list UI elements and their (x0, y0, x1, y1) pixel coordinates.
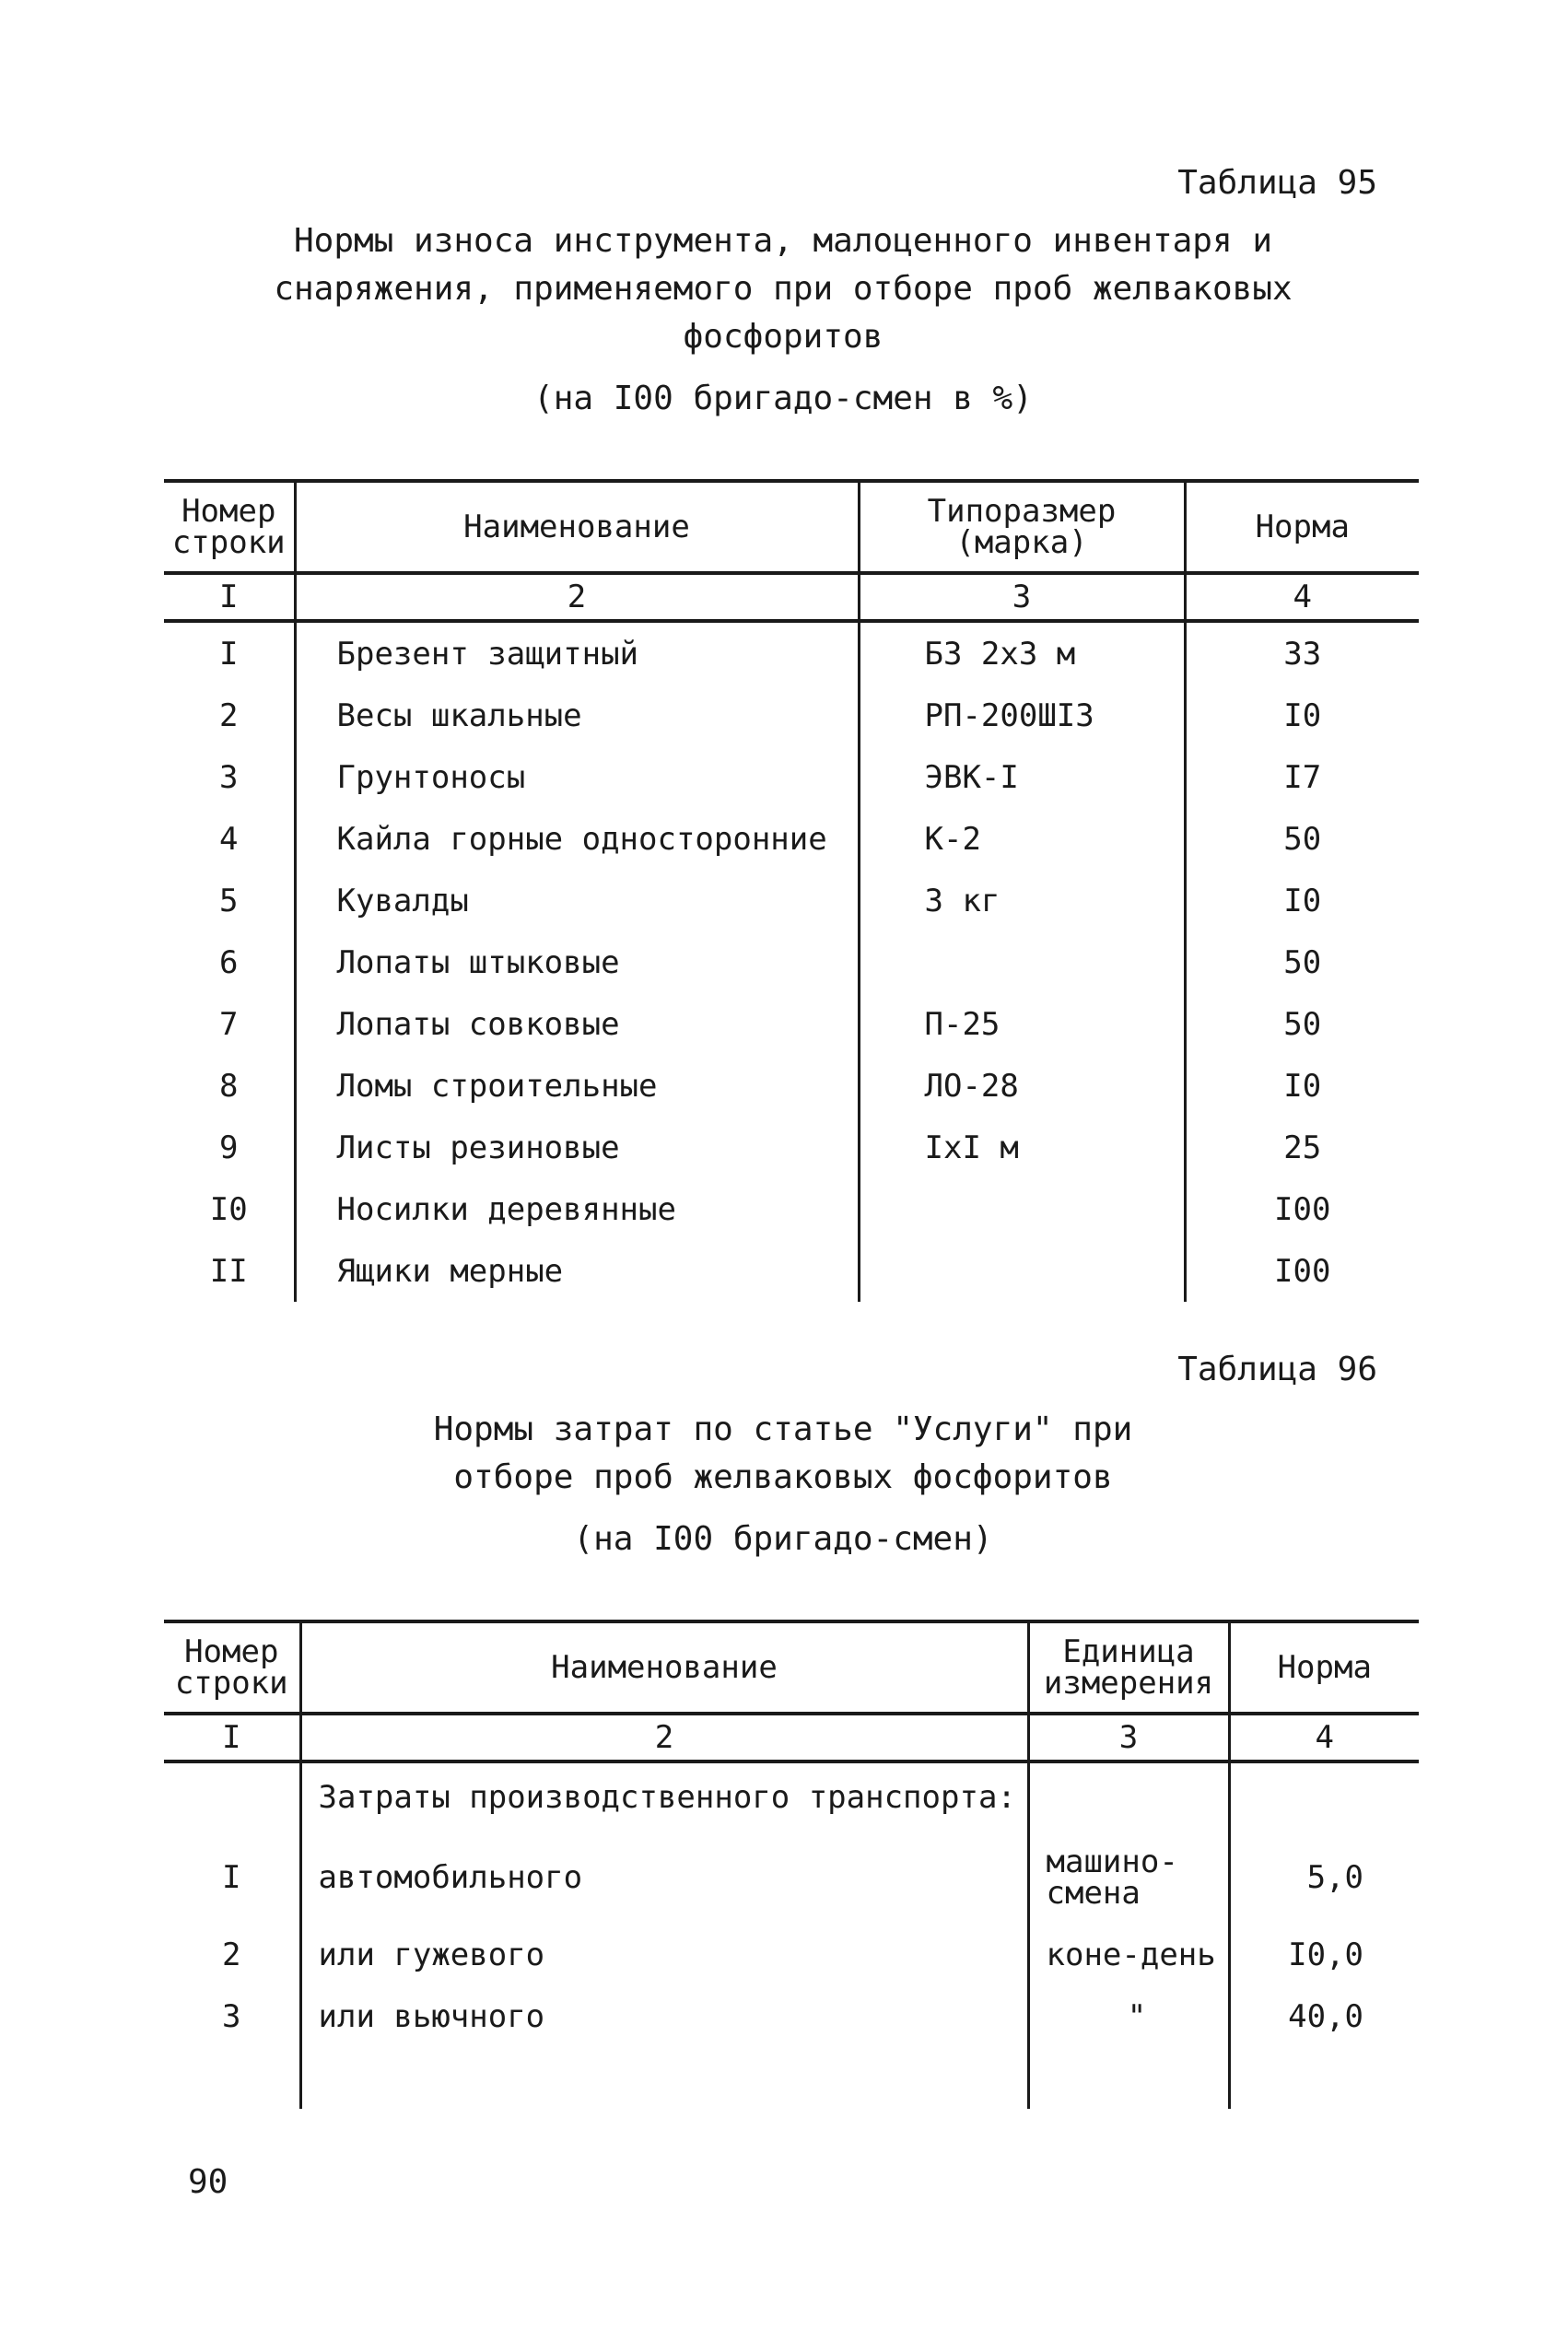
row-norm: 33 (1185, 621, 1419, 685)
row-norm: 50 (1185, 931, 1419, 993)
row-type: К-2 (859, 808, 1185, 870)
table-row (164, 1832, 1419, 1924)
table-group-row (164, 1761, 1419, 1832)
row-name: Весы шкальные (295, 685, 859, 746)
header-row-number (164, 481, 295, 573)
table-row (164, 808, 1419, 870)
row-name: Лопаты штыковые (295, 931, 859, 993)
column-number-1: I (164, 1714, 300, 1761)
header-norm: Норма (1229, 1621, 1419, 1714)
table-96-title-line-2: отборе проб желваковых фосфоритов (453, 1458, 1113, 1496)
column-number-1: I (164, 573, 295, 621)
table-96-title (184, 1406, 1382, 1502)
table-96-subtitle: (на I00 бригадо-смен) (573, 1520, 993, 1558)
row-norm: 50 (1185, 808, 1419, 870)
table-row (164, 1117, 1419, 1178)
row-unit (1028, 1832, 1229, 1924)
row-norm: I0 (1185, 685, 1419, 746)
table-95-title-line-1: Нормы износа инструмента, малоценного инвентаря и (293, 222, 1273, 260)
column-number-4: 4 (1185, 573, 1419, 621)
row-name: Ломы строительные (295, 1055, 859, 1117)
column-number-4: 4 (1229, 1714, 1419, 1761)
row-number: 2 (219, 696, 239, 734)
page-number: 90 (188, 2163, 228, 2201)
row-type (859, 931, 1185, 993)
row-name: Грунтоносы (295, 746, 859, 808)
group-label: Затраты производственного транспорта: (300, 1761, 1028, 1832)
table-95-title-line-3: фосфоритов (683, 318, 883, 356)
row-name: или вьючного (300, 1985, 1028, 2047)
row-type (859, 1178, 1185, 1240)
header-name: Наименование (300, 1621, 1028, 1714)
header-type-line-2: (марка) (955, 524, 1088, 561)
header-unit-line-1: Единица (1062, 1633, 1195, 1670)
column-number-2: 2 (295, 573, 859, 621)
table-95 (164, 479, 1419, 1302)
row-unit-line-1: машино- (1046, 1843, 1178, 1880)
row-number: 3 (219, 758, 239, 796)
row-number: 6 (219, 943, 239, 981)
table-95-label: Таблица 95 (1177, 164, 1377, 202)
row-type: РП-200ШI3 (859, 685, 1185, 746)
row-norm: I7 (1185, 746, 1419, 808)
row-name: или гужевого (300, 1924, 1028, 1985)
header-row-number (164, 1621, 300, 1714)
table-95-title (184, 217, 1382, 361)
row-number: 8 (219, 1067, 239, 1105)
row-number: I (222, 1859, 241, 1896)
row-unit (1028, 1985, 1229, 2047)
table-row (164, 1178, 1419, 1240)
row-type: IхI м (859, 1117, 1185, 1178)
column-number-2: 2 (300, 1714, 1028, 1761)
table-row (164, 870, 1419, 931)
row-number: II (209, 1252, 248, 1290)
row-norm: I00 (1185, 1240, 1419, 1302)
column-number-3: 3 (859, 573, 1185, 621)
row-norm: 40,0 (1229, 1985, 1419, 2047)
header-row-number-line-2: строки (171, 524, 286, 561)
row-norm: 25 (1185, 1117, 1419, 1178)
table-row (164, 746, 1419, 808)
row-number: 4 (219, 820, 239, 858)
row-unit (1028, 1924, 1229, 1985)
row-number: I (219, 635, 239, 673)
row-number: 7 (219, 1005, 239, 1043)
header-row-number-line-2: строки (174, 1665, 288, 1702)
table-row (164, 1055, 1419, 1117)
row-name: Брезент защитный (295, 621, 859, 685)
row-name: Лопаты совковые (295, 993, 859, 1055)
header-name: Наименование (295, 481, 859, 573)
row-type: П-25 (859, 993, 1185, 1055)
table-96 (164, 1620, 1419, 2109)
row-type (859, 1240, 1185, 1302)
row-number: I0 (209, 1190, 248, 1228)
header-type (859, 481, 1185, 573)
row-number: 3 (222, 1997, 241, 2035)
table-row (164, 1240, 1419, 1302)
table-row (164, 685, 1419, 746)
table-95-title-line-2: снаряжения, применяемого при отборе проб желваковых (274, 270, 1293, 308)
row-name: Носилки деревянные (295, 1178, 859, 1240)
row-norm: I00 (1185, 1178, 1419, 1240)
row-type: ЛО-28 (859, 1055, 1185, 1117)
table-96-title-line-1: Нормы затрат по статье "Услуги" при (433, 1410, 1133, 1448)
table-row (164, 993, 1419, 1055)
header-unit (1028, 1621, 1229, 1714)
header-type-line-1: Типоразмер (927, 493, 1117, 530)
row-unit-line-1: коне-день (1046, 1936, 1216, 1973)
row-norm: I0 (1185, 870, 1419, 931)
row-norm: I0,0 (1229, 1924, 1419, 1985)
row-type: ЭВК-I (859, 746, 1185, 808)
table-row (164, 1924, 1419, 1985)
row-number: 9 (219, 1129, 239, 1166)
table-row (164, 621, 1419, 685)
row-number: 5 (219, 882, 239, 919)
table-96-label: Таблица 96 (1177, 1351, 1377, 1388)
row-unit-line-1: " (1127, 1997, 1147, 2035)
row-name: Ящики мерные (295, 1240, 859, 1302)
row-unit-line-2: смена (1046, 1875, 1141, 1912)
table-row (164, 931, 1419, 993)
row-name: Кайла горные односторонние (295, 808, 859, 870)
row-name: Кувалды (295, 870, 859, 931)
header-row-number-line-1: Номер (181, 493, 276, 530)
header-row-number-line-1: Номер (184, 1633, 279, 1670)
row-norm: 5,0 (1229, 1832, 1419, 1924)
table-tail-row (164, 2047, 1419, 2109)
column-number-3: 3 (1028, 1714, 1229, 1761)
row-name: автомобильного (300, 1832, 1028, 1924)
row-type: БЗ 2х3 м (859, 621, 1185, 685)
row-norm: I0 (1185, 1055, 1419, 1117)
row-number: 2 (222, 1936, 241, 1973)
table-95-subtitle: (на I00 бригадо-смен в %) (533, 380, 1033, 417)
header-norm: Норма (1185, 481, 1419, 573)
row-name: Листы резиновые (295, 1117, 859, 1178)
table-row (164, 1985, 1419, 2047)
row-norm: 50 (1185, 993, 1419, 1055)
row-type: 3 кг (859, 870, 1185, 931)
header-unit-line-2: измерения (1043, 1665, 1214, 1702)
